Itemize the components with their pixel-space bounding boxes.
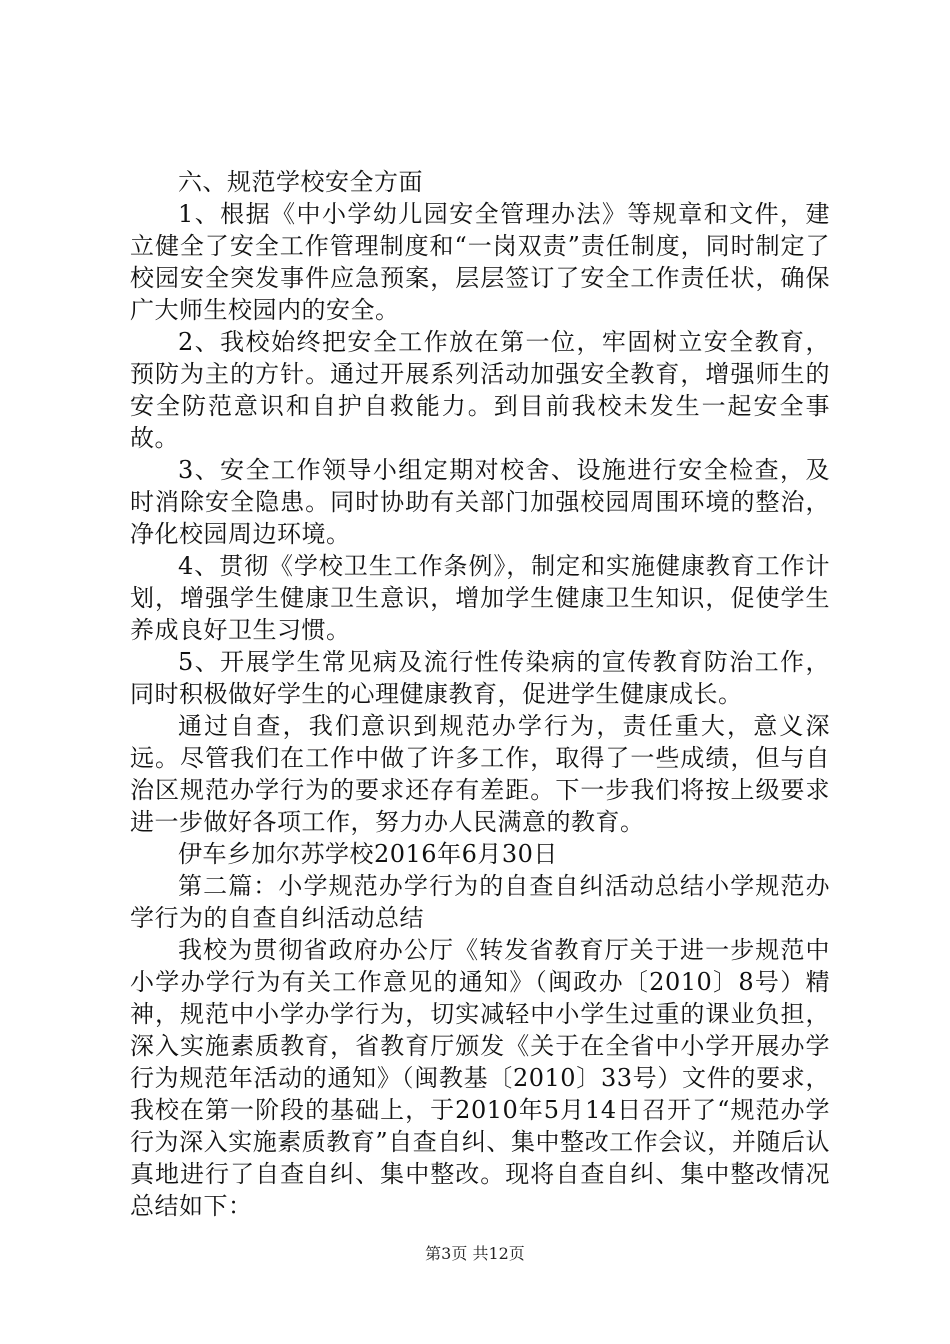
signature-line: 伊车乡加尔苏学校2016年6月30日	[178, 840, 558, 868]
paragraph: 5、开展学生常见病及流行性传染病的宣传教育防治工作，同时积极做好学生的心理健康教育，促进学生健康成长。	[130, 648, 830, 708]
document-body	[130, 166, 830, 1222]
paragraph: 通过自查，我们意识到规范办学行为，责任重大，意义深远。尽管我们在工作中做了许多工作，取得了一些成绩，但与自治区规范办学行为的要求还存有差距。下一步我们将按上级要求进一步做好各项工作，努力办人民满意的教育。	[130, 712, 830, 836]
paragraph: 4、贯彻《学校卫生工作条例》，制定和实施健康教育工作计划，增强学生健康卫生意识，增加学生健康卫生知识，促使学生养成良好卫生习惯。	[130, 552, 830, 644]
chapter-title: 第二篇：小学规范办学行为的自查自纠活动总结小学规范办学行为的自查自纠活动总结	[130, 872, 830, 932]
paragraph: 我校为贯彻省政府办公厅《转发省教育厅关于进一步规范中小学办学行为有关工作意见的通知》（闽政办〔2010〕8号）精神，规范中小学办学行为，切实减轻中小学生过重的课业负担，深入实施素质教育，省教育厅颁发《关于在全省中小学开展办学行为规范年活动的通知》（闽教基〔2010〕33号）文件的要求，我校在第一阶段的基础上，于2010年5月14日召开了“规范办学行为深入实施素质教育”自查自纠、集中整改工作会议，并随后认真地进行了自查自纠、集中整改。现将自查自纠、集中整改情况总结如下：	[130, 936, 830, 1220]
page-number-footer: 第3页 共12页	[425, 1244, 525, 1263]
paragraph: 3、安全工作领导小组定期对校舍、设施进行安全检查，及时消除安全隐患。同时协助有关部门加强校园周围环境的整治，净化校园周边环境。	[130, 456, 830, 548]
paragraph: 1、根据《中小学幼儿园安全管理办法》等规章和文件，建立健全了安全工作管理制度和“一岗双责”责任制度，同时制定了校园安全突发事件应急预案，层层签订了安全工作责任状，确保广大师生校园内的安全。	[130, 200, 830, 324]
section-heading: 六、规范学校安全方面	[178, 168, 423, 196]
paragraph: 2、我校始终把安全工作放在第一位，牢固树立安全教育，预防为主的方针。通过开展系列活动加强安全教育，增强师生的安全防范意识和自护自救能力。到目前我校未发生一起安全事故。	[130, 328, 830, 452]
